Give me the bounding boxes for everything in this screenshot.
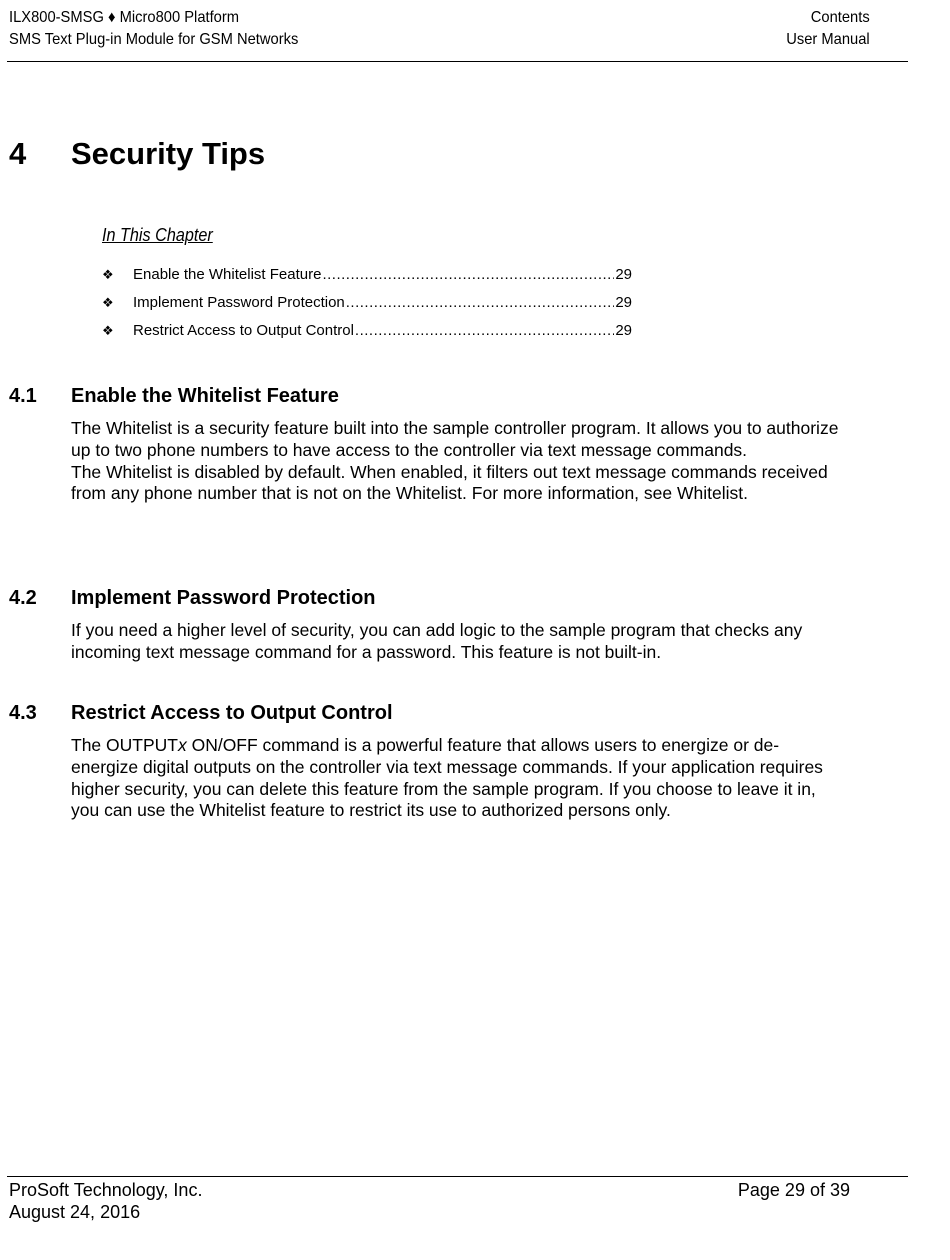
body-text-run: ON/OFF command is a powerful feature that allows users to energize or de-energize digital outputs on the controller via text message commands. If your application requires higher security, you can delete this feature from the sample program. If you choose to leave it in, you can use the Whitelist feature to restrict its use to authorized persons only. [71,735,823,821]
toc-leader-dots [355,321,614,341]
toc-entry-label: Enable the Whitelist Feature [133,266,322,283]
footer-left [9,1179,202,1223]
bullet-icon: ❖ [102,267,114,282]
body-paragraph: If you need a higher level of security, you can add logic to the sample program that checks any incoming text message command for a password. This feature is not built-in. [71,620,803,662]
section-number: 4.1 [9,385,37,407]
running-header-right [787,7,870,51]
running-header-left [9,7,298,51]
header-divider [7,61,908,62]
bullet-icon: ❖ [102,323,114,338]
section-body [71,418,846,505]
toc-entry-label: Implement Password Protection [133,294,345,311]
toc-entry-page: 29 [615,266,632,283]
toc-entry-page: 29 [615,294,632,311]
toc-entry[interactable] [102,321,632,349]
section-title: Restrict Access to Output Control [71,702,393,724]
footer-company: ProSoft Technology, Inc. [9,1180,203,1200]
body-paragraph [71,735,846,822]
toc-leader-dots [346,293,615,313]
toc-entry[interactable] [102,293,632,321]
bullet-icon: ❖ [102,295,114,310]
toc-entry-page: 29 [615,322,632,339]
body-text-italic: x [177,735,187,755]
header-product-line: ILX800-SMSG ♦ Micro800 Platform [9,9,240,26]
section-body [71,620,846,664]
header-product-subtitle: SMS Text Plug-in Module for GSM Networks [9,31,299,48]
body-paragraph: The Whitelist is disabled by default. When enabled, it filters out text message commands received from any phone number that is not on the Whitelist. For more information, see Whitelist. [71,461,828,504]
chapter-number: 4 [9,136,27,171]
body-paragraph: The Whitelist is a security feature built into the sample controller program. It allows you to authorize up to two phone numbers to have access to the controller via text message commands. [71,418,839,460]
footer-divider [7,1176,908,1177]
footer-date: August 24, 2016 [9,1202,141,1222]
toc-entry-label: Restrict Access to Output Control [133,322,354,339]
section-title: Implement Password Protection [71,587,376,609]
footer-page-number: Page 29 of 39 [737,1180,850,1200]
toc-leader-dots [322,265,614,285]
chapter-toc [102,265,632,349]
header-section-name: Contents [811,9,870,26]
chapter-title: Security Tips [71,136,266,171]
section-number: 4.3 [9,702,37,724]
body-text-run: The OUTPUT [71,735,178,755]
in-this-chapter-heading: In This Chapter [102,225,213,245]
section-title: Enable the Whitelist Feature [71,385,339,407]
toc-entry[interactable] [102,265,632,293]
header-document-type: User Manual [786,31,870,48]
section-number: 4.2 [9,587,37,609]
section-body [71,735,846,822]
